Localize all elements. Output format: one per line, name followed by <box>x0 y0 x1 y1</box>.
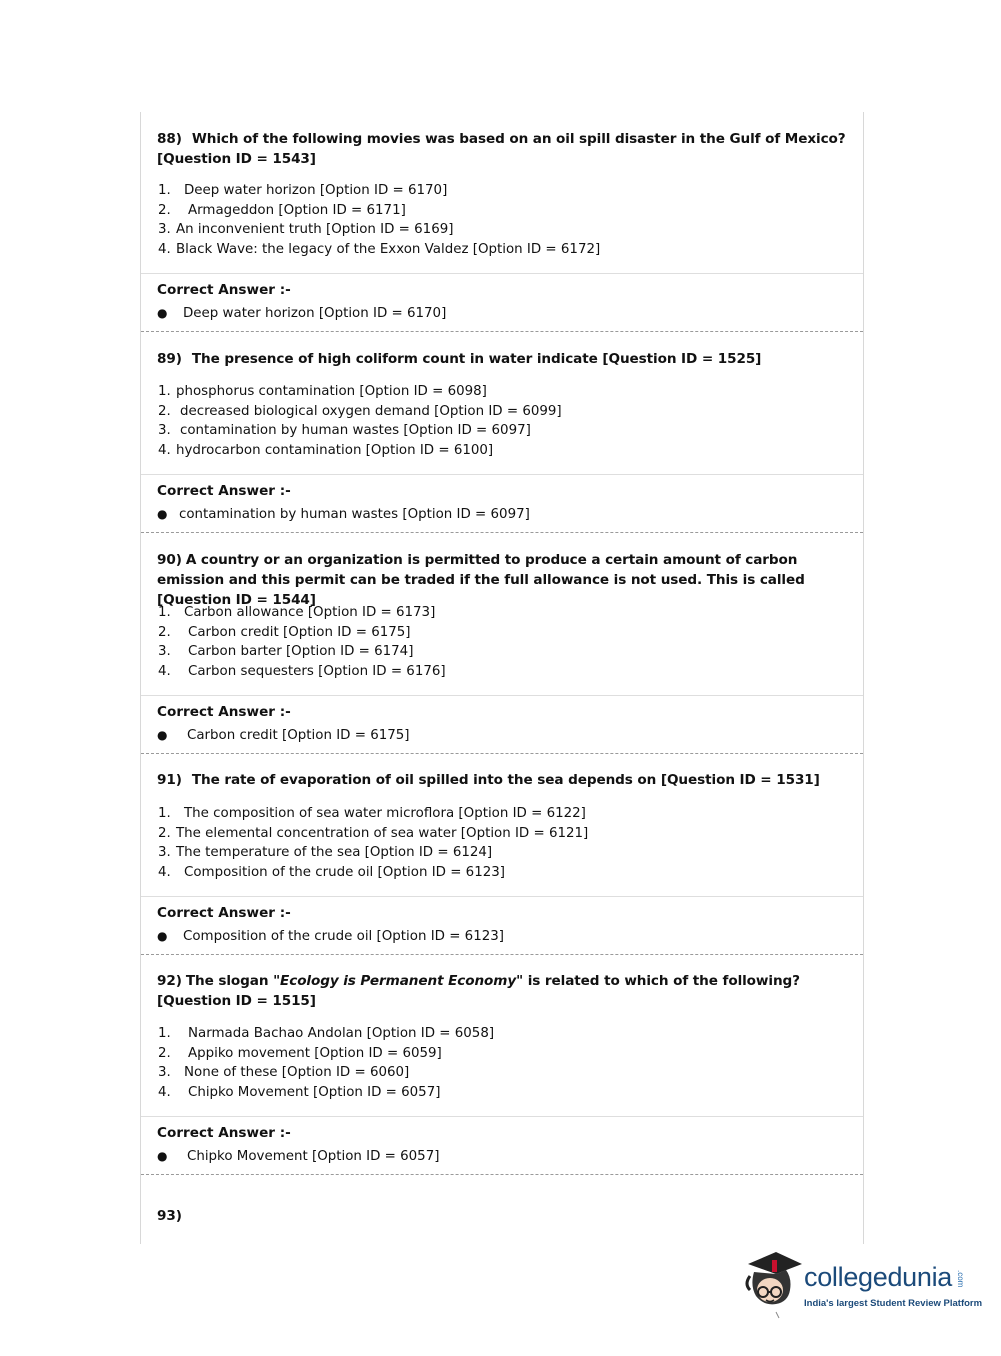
question-number: 88) <box>157 131 182 147</box>
bullet-icon: ● <box>157 728 168 742</box>
option-item: 2. decreased biological oxygen demand [Option ID = 6099] <box>158 403 562 419</box>
answer-separator <box>141 695 863 696</box>
option-item: 3. An inconvenient truth [Option ID = 6169] <box>158 222 454 238</box>
bullet-icon: ● <box>157 1149 168 1163</box>
correct-answer: ● contamination by human wastes [Option ID = 6097] <box>157 504 530 525</box>
correct-answer-heading: Correct Answer :- <box>157 282 291 298</box>
collegedunia-logo[interactable] <box>742 1250 983 1320</box>
options-list <box>158 382 562 460</box>
correct-answer-heading: Correct Answer :- <box>157 905 291 921</box>
option-item: 2. Armageddon [Option ID = 6171] <box>158 202 406 218</box>
question-text: 91) The rate of evaporation of oil spilled into the sea depends on [Question ID = 1531] <box>157 772 820 788</box>
mascot-icon <box>742 1250 804 1320</box>
option-item: 3. Carbon barter [Option ID = 6174] <box>158 644 414 660</box>
option-item: 3. contamination by human wastes [Option ID = 6097] <box>158 423 531 439</box>
option-item: 1. Carbon allowance [Option ID = 6173] <box>158 605 436 620</box>
next-question-number: 93) <box>157 1208 182 1224</box>
question-divider <box>141 954 863 955</box>
bullet-icon: ● <box>157 306 168 320</box>
slogan-text: "Ecology is Permanent Economy" <box>273 973 524 989</box>
answer-separator <box>141 474 863 475</box>
option-item: 3. The temperature of the sea [Option ID = 6124] <box>158 845 493 861</box>
answer-separator <box>141 1116 863 1117</box>
correct-answer-heading: Correct Answer :- <box>157 1125 291 1141</box>
question-text: 92) The slogan "Ecology is Permanent Economy" is related to which of the following? [Question ID = 1515] <box>157 973 800 1009</box>
logo-wordmark: collegedunia <box>804 1262 953 1292</box>
options-list <box>158 603 446 681</box>
correct-answer-heading: Correct Answer :- <box>157 483 291 499</box>
options-list <box>158 181 600 259</box>
option-item: 2. Carbon credit [Option ID = 6175] <box>158 624 411 640</box>
option-item: 3. None of these [Option ID = 6060] <box>158 1065 410 1081</box>
correct-answer-heading: Correct Answer :- <box>157 704 291 720</box>
question-text: 89) The presence of high coliform count in water indicate [Question ID = 1525] <box>157 351 762 367</box>
option-item: 2. The elemental concentration of sea water [Option ID = 6121] <box>158 825 589 841</box>
option-item: 4. Chipko Movement [Option ID = 6057] <box>158 1084 441 1100</box>
option-item: 1. Narmada Bachao Andolan [Option ID = 6058] <box>158 1026 495 1041</box>
logo-domain-suffix: .com <box>956 1270 965 1288</box>
answer-separator <box>141 273 863 274</box>
option-item: 1. Deep water horizon [Option ID = 6170] <box>158 183 448 198</box>
question-divider <box>141 1174 863 1175</box>
question-number: 92) <box>157 973 182 989</box>
correct-answer: ● Deep water horizon [Option ID = 6170] <box>157 303 446 324</box>
option-item: 1. The composition of sea water microflora [Option ID = 6122] <box>158 806 586 821</box>
question-divider <box>141 532 863 533</box>
options-list <box>158 804 588 882</box>
options-list <box>158 1024 494 1102</box>
correct-answer: ● Composition of the crude oil [Option ID = 6123] <box>157 926 504 947</box>
option-item: 4. Carbon sequesters [Option ID = 6176] <box>158 663 446 679</box>
option-item: 1. phosphorus contamination [Option ID = 6098] <box>158 384 487 399</box>
question-text: 90) A country or an organization is permitted to produce a certain amount of carbon emission and this permit can be traded if the full allowance is not used. This is called [Question ID = 1544] <box>157 552 805 608</box>
question-divider <box>141 331 863 332</box>
option-item: 4. Composition of the crude oil [Option ID = 6123] <box>158 864 505 880</box>
answer-separator <box>141 896 863 897</box>
question-number: 89) <box>157 351 182 367</box>
question-text: 88) Which of the following movies was based on an oil spill disaster in the Gulf of Mexico? [Question ID = 1543] <box>157 131 846 167</box>
question-number: 90) <box>157 552 182 568</box>
option-item: 4. hydrocarbon contamination [Option ID = 6100] <box>158 442 494 458</box>
correct-answer: ● Chipko Movement [Option ID = 6057] <box>157 1146 439 1167</box>
question-divider <box>141 753 863 754</box>
bullet-icon: ● <box>157 507 168 521</box>
logo-tagline: India's largest Student Review Platform <box>804 1298 983 1309</box>
correct-answer: ● Carbon credit [Option ID = 6175] <box>157 725 410 746</box>
question-number: 91) <box>157 772 182 788</box>
document-frame <box>140 112 864 1244</box>
bullet-icon: ● <box>157 929 168 943</box>
option-item: 2. Appiko movement [Option ID = 6059] <box>158 1045 442 1061</box>
option-item: 4. Black Wave: the legacy of the Exxon Valdez [Option ID = 6172] <box>158 241 601 257</box>
